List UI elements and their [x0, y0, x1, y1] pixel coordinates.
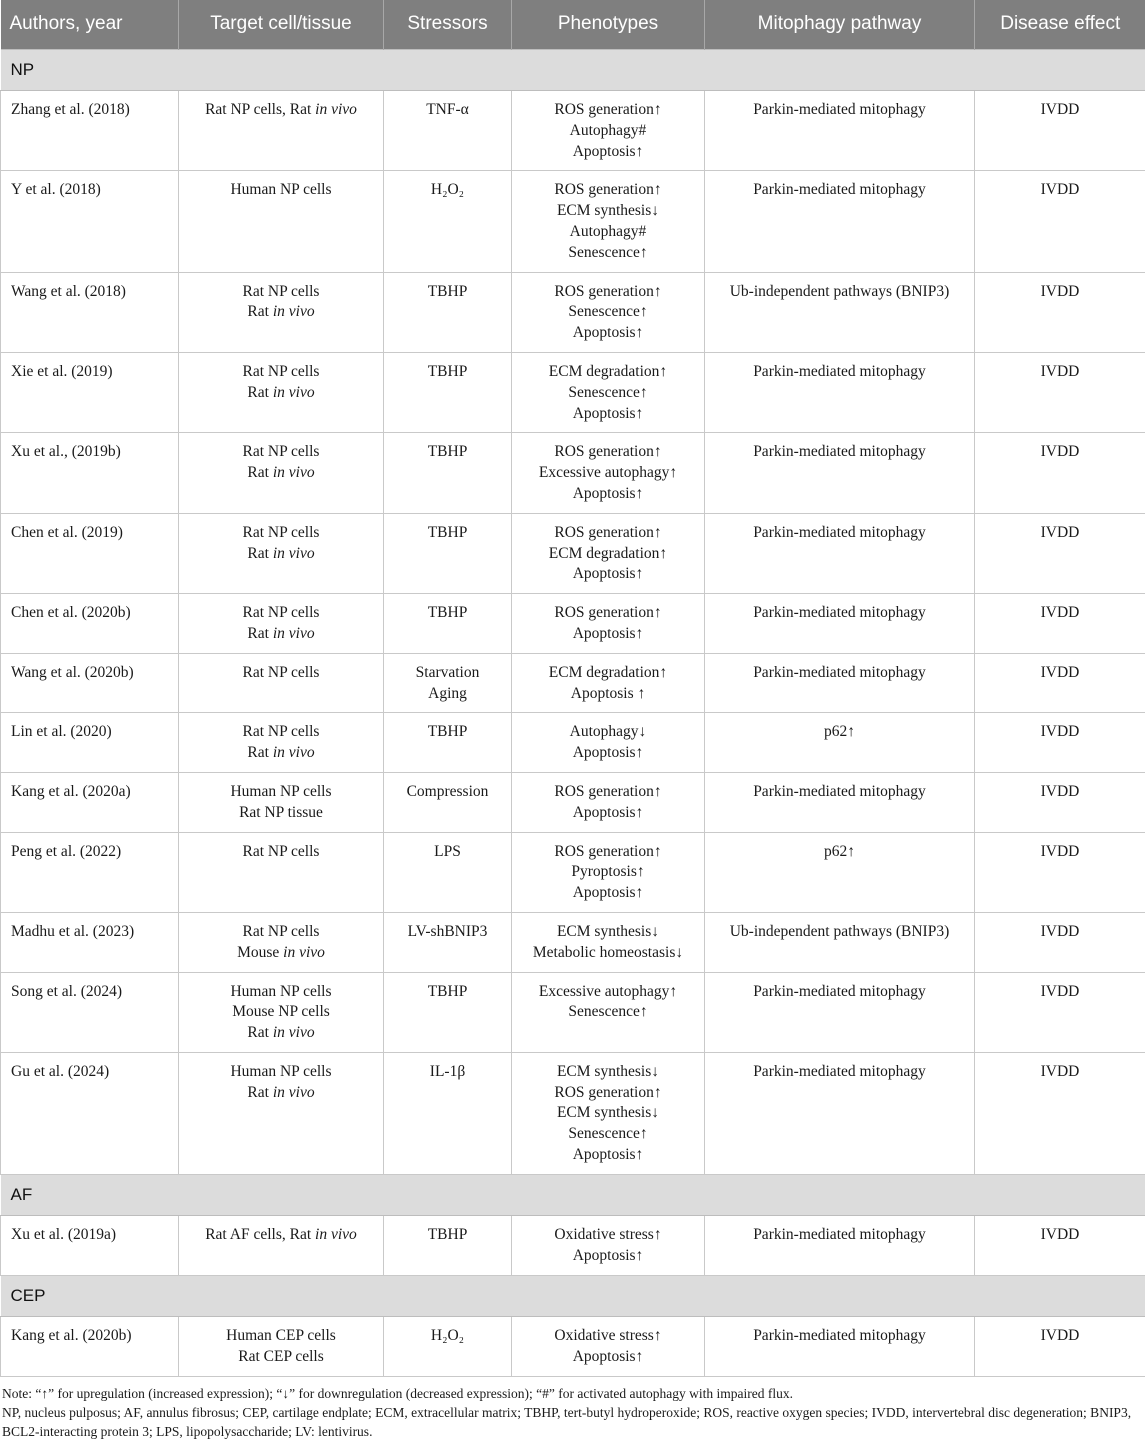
target-italic-text: in vivo: [315, 1226, 357, 1243]
cell-author: Peng et al. (2022): [1, 832, 179, 912]
cell-phenotypes: [512, 972, 705, 1052]
cell-target: [179, 832, 384, 912]
table-row: [1, 972, 1145, 1052]
target-line: [183, 1347, 379, 1368]
target-line: [183, 1225, 379, 1246]
cell-mitophagy-pathway: Parkin-mediated mitophagy: [705, 91, 975, 171]
phenotype-line: Apoptosis↑: [516, 1246, 700, 1267]
target-text: Rat: [247, 1084, 272, 1101]
phenotype-line: Excessive autophagy↑: [516, 982, 700, 1003]
phenotype-line: Oxidative stress↑: [516, 1225, 700, 1246]
cell-phenotypes: [512, 772, 705, 832]
phenotype-line: Metabolic homeostasis↓: [516, 943, 700, 964]
table-row: [1, 272, 1145, 352]
target-line: [183, 463, 379, 484]
cell-disease-effect: IVDD: [975, 433, 1145, 513]
stressor-line: LPS: [388, 842, 507, 863]
cell-target: [179, 1052, 384, 1174]
cell-author: Chen et al. (2019): [1, 513, 179, 593]
target-line: [183, 943, 379, 964]
cell-stressors: [384, 1052, 512, 1174]
phenotype-line: Senescence↑: [516, 1124, 700, 1145]
target-text: Rat: [247, 545, 272, 562]
header-mitophagy-pathway: Mitophagy pathway: [705, 0, 975, 50]
phenotype-line: ECM synthesis↓: [516, 1103, 700, 1124]
cell-stressors: [384, 772, 512, 832]
cell-disease-effect: IVDD: [975, 352, 1145, 432]
stressor-line: TBHP: [388, 442, 507, 463]
stressor-line: IL-1β: [388, 1062, 507, 1083]
target-text: Rat NP cells: [243, 923, 320, 940]
stressor-line: Aging: [388, 684, 507, 705]
cell-author: Kang et al. (2020a): [1, 772, 179, 832]
target-text: Mouse: [237, 944, 283, 961]
target-line: [183, 1023, 379, 1044]
section-label: NP: [1, 50, 1145, 91]
phenotype-line: Senescence↑: [516, 1002, 700, 1023]
target-line: [183, 100, 379, 121]
target-line: [183, 624, 379, 645]
table-row: [1, 832, 1145, 912]
target-text: Rat NP cells: [243, 664, 320, 681]
phenotype-line: Pyroptosis↑: [516, 862, 700, 883]
table-row: [1, 912, 1145, 972]
target-line: [183, 523, 379, 544]
stressor-line: H₂O₂: [388, 180, 507, 201]
table-row: [1, 653, 1145, 713]
cell-target: [179, 352, 384, 432]
phenotype-line: Senescence↑: [516, 383, 700, 404]
stressor-line: TBHP: [388, 722, 507, 743]
cell-stressors: [384, 832, 512, 912]
cell-phenotypes: [512, 352, 705, 432]
phenotype-line: Autophagy#: [516, 222, 700, 243]
phenotype-line: Apoptosis↑: [516, 484, 700, 505]
cell-mitophagy-pathway: Ub-independent pathways (BNIP3): [705, 912, 975, 972]
cell-stressors: [384, 1316, 512, 1376]
cell-phenotypes: [512, 171, 705, 272]
phenotype-line: Apoptosis↑: [516, 142, 700, 163]
target-italic-text: in vivo: [273, 1024, 315, 1041]
cell-disease-effect: IVDD: [975, 772, 1145, 832]
table-row: [1, 1316, 1145, 1376]
phenotype-line: ROS generation↑: [516, 442, 700, 463]
cell-disease-effect: IVDD: [975, 513, 1145, 593]
cell-mitophagy-pathway: Parkin-mediated mitophagy: [705, 1052, 975, 1174]
cell-author: Xie et al. (2019): [1, 352, 179, 432]
phenotype-line: Apoptosis↑: [516, 743, 700, 764]
cell-phenotypes: [512, 912, 705, 972]
target-text: Rat: [247, 464, 272, 481]
target-line: [183, 1002, 379, 1023]
phenotype-line: Autophagy#: [516, 121, 700, 142]
target-line: [183, 842, 379, 863]
header-phenotypes: Phenotypes: [512, 0, 705, 50]
cell-phenotypes: [512, 653, 705, 713]
target-text: Rat CEP cells: [238, 1348, 324, 1365]
target-text: Rat NP tissue: [239, 804, 323, 821]
phenotype-line: Apoptosis↑: [516, 624, 700, 645]
cell-mitophagy-pathway: Parkin-mediated mitophagy: [705, 1316, 975, 1376]
cell-disease-effect: IVDD: [975, 91, 1145, 171]
stressor-line: TBHP: [388, 982, 507, 1003]
target-line: [183, 743, 379, 764]
section-row: [1, 1275, 1145, 1316]
phenotype-line: ROS generation↑: [516, 180, 700, 201]
cell-mitophagy-pathway: Parkin-mediated mitophagy: [705, 352, 975, 432]
target-line: [183, 362, 379, 383]
cell-phenotypes: [512, 713, 705, 773]
target-line: [183, 982, 379, 1003]
stressor-line: TBHP: [388, 362, 507, 383]
target-line: [183, 722, 379, 743]
cell-stressors: [384, 713, 512, 773]
target-italic-text: in vivo: [273, 464, 315, 481]
cell-author: Wang et al. (2020b): [1, 653, 179, 713]
cell-target: [179, 1215, 384, 1275]
cell-stressors: [384, 352, 512, 432]
cell-stressors: [384, 272, 512, 352]
table-notes: [0, 1377, 1145, 1441]
target-text: Human NP cells: [230, 1063, 331, 1080]
cell-mitophagy-pathway: Parkin-mediated mitophagy: [705, 972, 975, 1052]
phenotype-line: ROS generation↑: [516, 282, 700, 303]
phenotype-line: ECM synthesis↓: [516, 1062, 700, 1083]
table-row: [1, 594, 1145, 654]
target-text: Rat: [247, 303, 272, 320]
cell-mitophagy-pathway: Parkin-mediated mitophagy: [705, 1215, 975, 1275]
target-italic-text: in vivo: [273, 545, 315, 562]
cell-disease-effect: IVDD: [975, 653, 1145, 713]
phenotype-line: Senescence↑: [516, 302, 700, 323]
cell-target: [179, 594, 384, 654]
target-text: Rat NP cells: [243, 843, 320, 860]
target-italic-text: in vivo: [273, 384, 315, 401]
cell-phenotypes: [512, 91, 705, 171]
target-text: Rat NP cells: [243, 524, 320, 541]
table-body: [1, 50, 1145, 1377]
cell-author: Kang et al. (2020b): [1, 1316, 179, 1376]
target-line: [183, 544, 379, 565]
cell-target: [179, 972, 384, 1052]
stressor-line: H₂O₂: [388, 1326, 507, 1347]
cell-author: Song et al. (2024): [1, 972, 179, 1052]
table-row: [1, 352, 1145, 432]
cell-stressors: [384, 972, 512, 1052]
target-italic-text: in vivo: [273, 303, 315, 320]
phenotype-line: Senescence↑: [516, 243, 700, 264]
stressor-line: TBHP: [388, 603, 507, 624]
phenotype-line: ROS generation↑: [516, 100, 700, 121]
target-text: Rat NP cells: [243, 363, 320, 380]
cell-mitophagy-pathway: p62↑: [705, 713, 975, 773]
target-text: Human NP cells: [230, 983, 331, 1000]
cell-target: [179, 912, 384, 972]
cell-mitophagy-pathway: Parkin-mediated mitophagy: [705, 171, 975, 272]
target-line: [183, 922, 379, 943]
cell-target: [179, 713, 384, 773]
cell-phenotypes: [512, 594, 705, 654]
target-text: Mouse NP cells: [232, 1003, 330, 1020]
target-line: [183, 383, 379, 404]
target-line: [183, 302, 379, 323]
target-line: [183, 782, 379, 803]
stressor-line: TNF-α: [388, 100, 507, 121]
phenotype-line: ECM degradation↑: [516, 362, 700, 383]
cell-mitophagy-pathway: Parkin-mediated mitophagy: [705, 653, 975, 713]
phenotype-line: ECM degradation↑: [516, 544, 700, 565]
phenotype-line: Apoptosis↑: [516, 323, 700, 344]
target-text: Rat NP cells: [243, 723, 320, 740]
cell-author: Y et al. (2018): [1, 171, 179, 272]
section-label: AF: [1, 1174, 1145, 1215]
target-text: Rat AF cells, Rat: [205, 1226, 315, 1243]
cell-target: [179, 1316, 384, 1376]
target-text: Rat NP cells: [243, 604, 320, 621]
cell-disease-effect: IVDD: [975, 1215, 1145, 1275]
target-italic-text: in vivo: [273, 625, 315, 642]
header-stressors: Stressors: [384, 0, 512, 50]
cell-stressors: [384, 653, 512, 713]
target-line: [183, 1083, 379, 1104]
table-row: [1, 513, 1145, 593]
target-line: [183, 282, 379, 303]
target-text: Rat: [247, 744, 272, 761]
stressor-line: LV-shBNIP3: [388, 922, 507, 943]
cell-phenotypes: [512, 1052, 705, 1174]
table-row: [1, 433, 1145, 513]
cell-target: [179, 653, 384, 713]
phenotype-line: Apoptosis↑: [516, 404, 700, 425]
header-target-cell-tissue: Target cell/tissue: [179, 0, 384, 50]
phenotype-line: Apoptosis↑: [516, 883, 700, 904]
phenotype-line: Apoptosis↑: [516, 1347, 700, 1368]
cell-phenotypes: [512, 272, 705, 352]
cell-target: [179, 272, 384, 352]
cell-target: [179, 433, 384, 513]
stressor-line: Starvation: [388, 663, 507, 684]
target-line: [183, 442, 379, 463]
cell-target: [179, 171, 384, 272]
target-text: Rat: [247, 384, 272, 401]
cell-target: [179, 513, 384, 593]
phenotype-line: ROS generation↑: [516, 603, 700, 624]
header-authors-year: Authors, year: [1, 0, 179, 50]
phenotype-line: ROS generation↑: [516, 523, 700, 544]
cell-author: Gu et al. (2024): [1, 1052, 179, 1174]
cell-author: Xu et al., (2019b): [1, 433, 179, 513]
cell-mitophagy-pathway: Parkin-mediated mitophagy: [705, 433, 975, 513]
target-italic-text: in vivo: [273, 1084, 315, 1101]
target-line: [183, 603, 379, 624]
table-row: [1, 171, 1145, 272]
cell-phenotypes: [512, 1316, 705, 1376]
target-italic-text: in vivo: [315, 101, 357, 118]
cell-phenotypes: [512, 433, 705, 513]
cell-disease-effect: IVDD: [975, 171, 1145, 272]
cell-author: Zhang et al. (2018): [1, 91, 179, 171]
cell-disease-effect: IVDD: [975, 1052, 1145, 1174]
target-line: [183, 180, 379, 201]
target-italic-text: in vivo: [283, 944, 325, 961]
cell-target: [179, 772, 384, 832]
section-label: CEP: [1, 1275, 1145, 1316]
cell-stressors: [384, 1215, 512, 1275]
target-text: Rat: [247, 1024, 272, 1041]
cell-author: Madhu et al. (2023): [1, 912, 179, 972]
target-text: Human CEP cells: [226, 1327, 336, 1344]
target-line: [183, 1326, 379, 1347]
phenotype-line: ROS generation↑: [516, 1083, 700, 1104]
phenotype-line: Excessive autophagy↑: [516, 463, 700, 484]
table-row: [1, 713, 1145, 773]
cell-disease-effect: IVDD: [975, 832, 1145, 912]
cell-target: [179, 91, 384, 171]
phenotype-line: Autophagy↓: [516, 722, 700, 743]
cell-mitophagy-pathway: Parkin-mediated mitophagy: [705, 772, 975, 832]
target-text: Human NP cells: [230, 783, 331, 800]
cell-disease-effect: IVDD: [975, 594, 1145, 654]
table-header: [1, 0, 1145, 50]
cell-stressors: [384, 433, 512, 513]
cell-stressors: [384, 91, 512, 171]
header-disease-effect: Disease effect: [975, 0, 1145, 50]
target-line: [183, 1062, 379, 1083]
cell-mitophagy-pathway: Ub-independent pathways (BNIP3): [705, 272, 975, 352]
section-row: [1, 1174, 1145, 1215]
target-text: Rat NP cells, Rat: [205, 101, 315, 118]
cell-mitophagy-pathway: Parkin-mediated mitophagy: [705, 594, 975, 654]
cell-author: Wang et al. (2018): [1, 272, 179, 352]
phenotype-line: Apoptosis↑: [516, 1145, 700, 1166]
cell-disease-effect: IVDD: [975, 972, 1145, 1052]
section-row: [1, 50, 1145, 91]
cell-phenotypes: [512, 832, 705, 912]
target-text: Rat NP cells: [243, 443, 320, 460]
phenotype-line: ECM synthesis↓: [516, 201, 700, 222]
cell-stressors: [384, 513, 512, 593]
target-text: Human NP cells: [230, 181, 331, 198]
cell-mitophagy-pathway: p62↑: [705, 832, 975, 912]
cell-author: Xu et al. (2019a): [1, 1215, 179, 1275]
stressor-line: TBHP: [388, 282, 507, 303]
cell-author: Lin et al. (2020): [1, 713, 179, 773]
table-row: [1, 1052, 1145, 1174]
target-line: [183, 663, 379, 684]
stressor-line: TBHP: [388, 523, 507, 544]
target-italic-text: in vivo: [273, 744, 315, 761]
cell-mitophagy-pathway: Parkin-mediated mitophagy: [705, 513, 975, 593]
phenotype-line: Apoptosis ↑: [516, 684, 700, 705]
phenotype-line: ECM synthesis↓: [516, 922, 700, 943]
cell-author: Chen et al. (2020b): [1, 594, 179, 654]
cell-disease-effect: IVDD: [975, 272, 1145, 352]
cell-stressors: [384, 171, 512, 272]
phenotype-line: Apoptosis↑: [516, 803, 700, 824]
cell-phenotypes: [512, 513, 705, 593]
cell-disease-effect: IVDD: [975, 1316, 1145, 1376]
target-text: Rat: [247, 625, 272, 642]
table-row: [1, 91, 1145, 171]
phenotype-line: Apoptosis↑: [516, 564, 700, 585]
stressor-line: Compression: [388, 782, 507, 803]
table-row: [1, 1215, 1145, 1275]
note-abbreviations: NP, nucleus pulposus; AF, annulus fibrosus; CEP, cartilage endplate; ECM, extracellular matrix; TBHP, tert-butyl hydroperoxide; ROS, reactive oxygen species; IVDD, intervertebral disc degeneration; BNIP3, BCL2-interacting protein 3; LPS, lipopolysaccharide; LV: lentivirus.: [2, 1403, 1135, 1441]
phenotype-line: ROS generation↑: [516, 842, 700, 863]
cell-disease-effect: IVDD: [975, 912, 1145, 972]
cell-stressors: [384, 912, 512, 972]
target-text: Rat NP cells: [243, 283, 320, 300]
table-row: [1, 772, 1145, 832]
cell-stressors: [384, 594, 512, 654]
target-line: [183, 803, 379, 824]
note-legend: Note: “↑” for upregulation (increased expression); “↓” for downregulation (decreased expression); “#” for activated autophagy with impaired flux.: [2, 1384, 1135, 1403]
stressor-line: TBHP: [388, 1225, 507, 1246]
cell-disease-effect: IVDD: [975, 713, 1145, 773]
phenotype-line: Oxidative stress↑: [516, 1326, 700, 1347]
phenotype-line: ECM degradation↑: [516, 663, 700, 684]
phenotype-line: ROS generation↑: [516, 782, 700, 803]
cell-phenotypes: [512, 1215, 705, 1275]
